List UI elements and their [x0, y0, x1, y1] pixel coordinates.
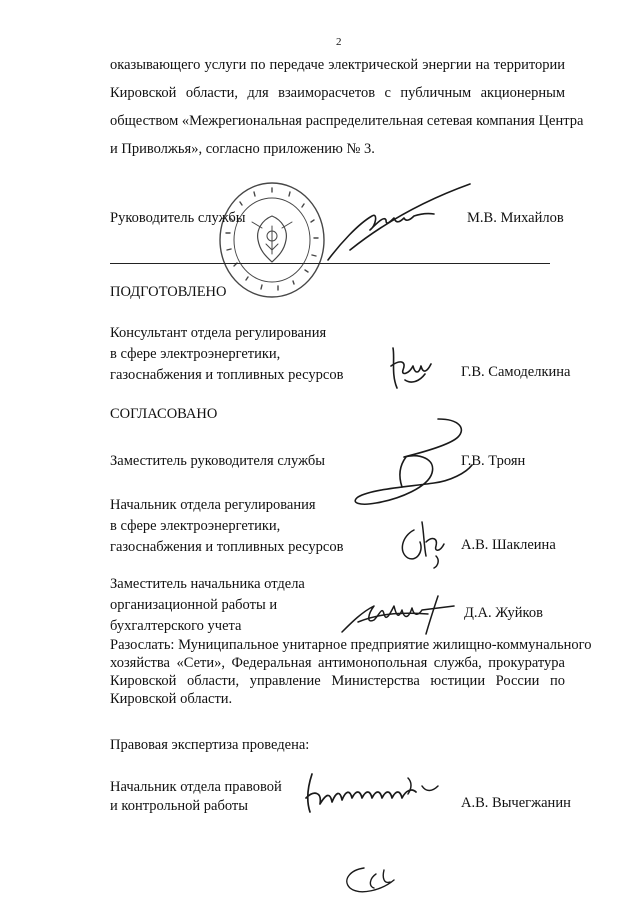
agreed-signer-2-title: [110, 495, 343, 558]
divider-line: [110, 263, 550, 264]
agreed-signer-title-line: бухгалтерского учета: [110, 618, 242, 634]
agreed-signer-title-line: Заместитель руководителя службы: [110, 453, 326, 469]
prepared-name: Г.В. Самоделкина: [461, 364, 571, 380]
agreed-signer-title-line: Заместитель начальника отдела: [110, 576, 305, 592]
agreed-signer-1-signature: [340, 413, 480, 523]
agreed-signer-1-title: [110, 451, 325, 472]
initials-mark: [336, 860, 406, 900]
intro-paragraph: [110, 51, 584, 163]
prepared-title-line: Консультант отдела регулирования: [110, 325, 327, 341]
legal-title-line: Начальник отдела правовой: [110, 779, 282, 795]
agreed-signer-1-name: Г.В. Троян: [461, 453, 526, 469]
agreed-signer-title-line: Начальник отдела регулирования: [110, 497, 316, 513]
head-title: Руководитель службы: [110, 210, 246, 226]
agreed-signer-3-name: Д.А. Жуйков: [464, 605, 543, 621]
prepared-title: [110, 323, 343, 386]
distribution-line: Кировской области, управление Министерства юстиции России по: [110, 673, 565, 689]
distribution-line: хозяйства «Сети», Федеральная антимонопольная служба, прокуратура: [110, 655, 565, 671]
distribution-paragraph: [110, 636, 592, 708]
distribution-line: Кировской области.: [110, 691, 233, 707]
agreed-heading: СОГЛАСОВАНО: [110, 406, 218, 422]
prepared-signature: [385, 344, 435, 394]
agreed-signer-2-name: А.В. Шаклеина: [461, 537, 556, 553]
agreed-signer-title-line: организационной работы и: [110, 597, 278, 613]
head-signature: [320, 180, 480, 270]
agreed-signer-title-line: газоснабжения и топливных ресурсов: [110, 539, 344, 555]
prepared-title-line: в сфере электроэнергетики,: [110, 346, 281, 362]
agreed-signer-3-title: [110, 574, 305, 637]
official-seal: [216, 178, 328, 302]
legal-note: Правовая экспертиза проведена:: [110, 737, 310, 753]
head-name: М.В. Михайлов: [467, 210, 564, 226]
page-number: 2: [336, 36, 342, 48]
legal-name: А.В. Вычегжанин: [461, 795, 571, 811]
legal-title-line: и контрольной работы: [110, 798, 248, 814]
distribution-line: Разослать: Муниципальное унитарное предприятие жилищно-коммунального: [110, 637, 592, 653]
agreed-signer-2-signature: [396, 512, 456, 570]
prepared-title-line: газоснабжения и топливных ресурсов: [110, 367, 344, 383]
agreed-signer-title-line: в сфере электроэнергетики,: [110, 518, 281, 534]
intro-line: обществом «Межрегиональная распределительная сетевая компания Центра: [110, 113, 584, 129]
legal-title: [110, 778, 282, 816]
legal-signature: [298, 768, 448, 818]
intro-line: оказывающего услуги по передаче электрической энергии на территории: [110, 57, 565, 73]
prepared-heading: ПОДГОТОВЛЕНО: [110, 284, 227, 300]
intro-line: и Приволжья», согласно приложению № 3.: [110, 141, 375, 157]
intro-line: Кировской области, для взаиморасчетов с публичным акционерным: [110, 85, 565, 101]
agreed-signer-3-signature: [338, 592, 456, 638]
